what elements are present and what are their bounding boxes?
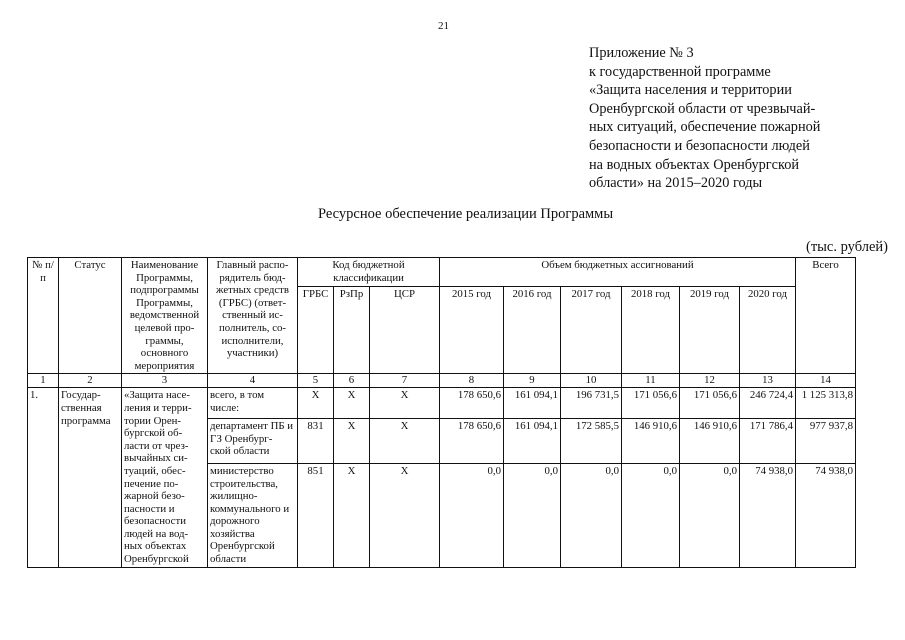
header-row-1 — [28, 258, 856, 287]
value-2015: 0,0 — [440, 463, 504, 567]
header-year-2020: 2020 год — [740, 287, 796, 374]
row-status: Государ- ственная программа — [59, 388, 122, 567]
appendix-line: на водных объектах Оренбургской — [589, 156, 799, 173]
appendix-line: Приложение № 3 — [589, 45, 694, 61]
row-executor: департамент ПБ и ГЗ Оренбург- ской области — [208, 419, 298, 464]
col-number: 12 — [680, 374, 740, 388]
column-numbers-row — [28, 374, 856, 388]
header-grbs: ГРБС — [298, 287, 334, 374]
col-number: 6 — [334, 374, 370, 388]
header-volume: Объем бюджетных ассигнований — [440, 258, 796, 287]
appendix-line: Оренбургской области от чрезвычай- — [589, 100, 816, 117]
table-row-total — [28, 388, 856, 419]
header-year-2018: 2018 год — [622, 287, 680, 374]
value-total: 74 938,0 — [796, 463, 856, 567]
row-rzpr: X — [334, 388, 370, 419]
header-status: Статус — [59, 258, 122, 374]
row-executor: министерство строительства, жилищно- коммунального и дорожного хозяйства Оренбургской области — [208, 463, 298, 567]
value-total: 1 125 313,8 — [796, 388, 856, 419]
col-number: 10 — [561, 374, 622, 388]
header-rzpr: РзПр — [334, 287, 370, 374]
header-grbs-main: Главный распо- рядитель бюд- жетных средств (ГРБС) (ответ- ственный ис- полнитель, со- исполнители, участники) — [208, 258, 298, 374]
row-rzpr: X — [334, 419, 370, 464]
col-number: 11 — [622, 374, 680, 388]
col-number: 4 — [208, 374, 298, 388]
col-number: 3 — [122, 374, 208, 388]
value-2016: 161 094,1 — [504, 388, 561, 419]
col-number: 5 — [298, 374, 334, 388]
value-2017: 196 731,5 — [561, 388, 622, 419]
appendix-header — [589, 44, 889, 193]
header-num: № п/п — [28, 258, 59, 374]
header-csr: ЦСР — [370, 287, 440, 374]
header-year-2017: 2017 год — [561, 287, 622, 374]
units-label: (тыс. рублей) — [806, 239, 888, 255]
value-2016: 0,0 — [504, 463, 561, 567]
col-number: 1 — [28, 374, 59, 388]
value-2019: 171 056,6 — [680, 388, 740, 419]
appendix-line: «Защита населения и территории — [589, 82, 792, 99]
appendix-line: к государственной программе — [589, 63, 771, 80]
row-rzpr: X — [334, 463, 370, 567]
row-grbs: X — [298, 388, 334, 419]
header-year-2016: 2016 год — [504, 287, 561, 374]
resource-table — [27, 257, 856, 568]
value-2020: 246 724,4 — [740, 388, 796, 419]
header-budget-code: Код бюджетной классификации — [298, 258, 440, 287]
row-csr: X — [370, 419, 440, 464]
value-2018: 0,0 — [622, 463, 680, 567]
value-2015: 178 650,6 — [440, 388, 504, 419]
value-2020: 74 938,0 — [740, 463, 796, 567]
row-csr: X — [370, 463, 440, 567]
value-2016: 161 094,1 — [504, 419, 561, 464]
value-2019: 0,0 — [680, 463, 740, 567]
page-number: 21 — [438, 20, 449, 32]
header-year-2019: 2019 год — [680, 287, 740, 374]
row-csr: X — [370, 388, 440, 419]
value-2015: 178 650,6 — [440, 419, 504, 464]
col-number: 7 — [370, 374, 440, 388]
col-number: 2 — [59, 374, 122, 388]
row-program-name: «Защита насе- ления и терри- тории Орен- бургской об- ласти от чрез- вычайных си- туаций, обес- печение по- жарной безо- пасности и безопасности людей на вод- ных объектах Оренбургской — [122, 388, 208, 567]
row-executor: всего, в том числе: — [208, 388, 298, 419]
col-number: 14 — [796, 374, 856, 388]
col-number: 8 — [440, 374, 504, 388]
value-2018: 171 056,6 — [622, 388, 680, 419]
value-2020: 171 786,4 — [740, 419, 796, 464]
appendix-line: ных ситуаций, обеспечение пожарной — [589, 119, 821, 136]
value-2019: 146 910,6 — [680, 419, 740, 464]
col-number: 9 — [504, 374, 561, 388]
value-2017: 172 585,5 — [561, 419, 622, 464]
row-grbs: 851 — [298, 463, 334, 567]
value-2018: 146 910,6 — [622, 419, 680, 464]
col-number: 13 — [740, 374, 796, 388]
row-grbs: 831 — [298, 419, 334, 464]
appendix-line: безопасности и безопасности людей — [589, 137, 810, 154]
header-year-2015: 2015 год — [440, 287, 504, 374]
appendix-line: области» на 2015–2020 годы — [589, 175, 763, 192]
document-title: Ресурсное обеспечение реализации Программы — [318, 206, 614, 222]
header-total: Всего — [796, 258, 856, 374]
value-2017: 0,0 — [561, 463, 622, 567]
header-name: Наименование Программы, подпрограммы Программы, ведомственной целевой про- граммы, основного мероприятия — [122, 258, 208, 374]
value-total: 977 937,8 — [796, 419, 856, 464]
row-number: 1. — [28, 388, 59, 567]
